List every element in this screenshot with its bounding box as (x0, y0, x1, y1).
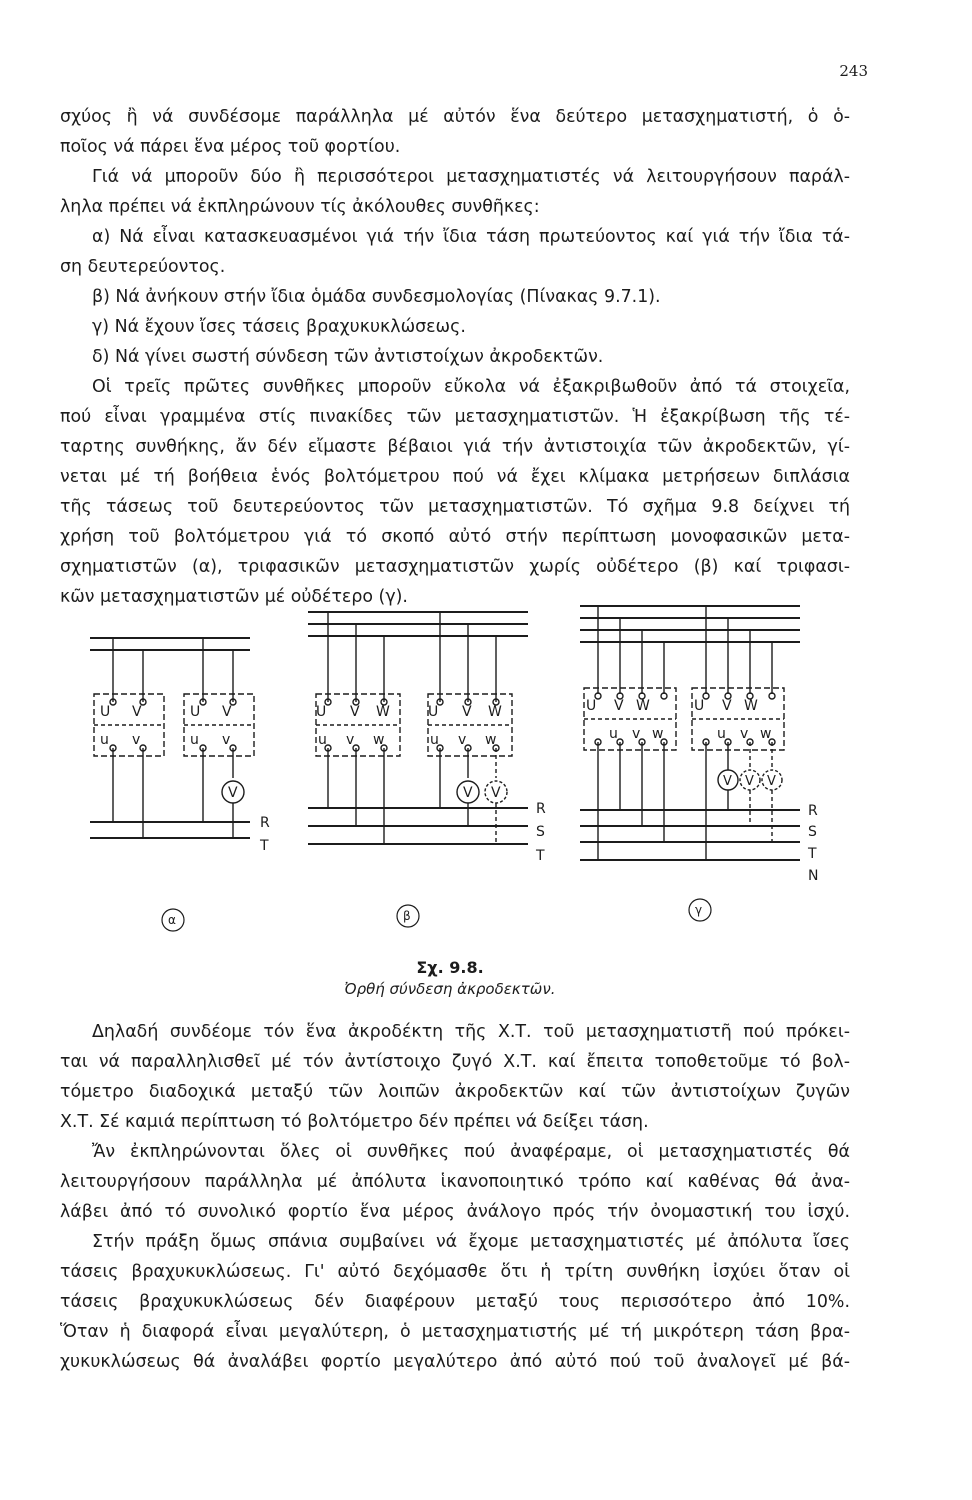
figure-9-8-diagram (80, 598, 840, 958)
figure-caption-subtitle: Ὀρθή σύνδεση ἀκροδεκτῶν. (344, 980, 556, 998)
hv-terminal-label: U (100, 704, 111, 720)
lv-terminal-label: u (717, 726, 726, 742)
lv-terminal-label: w (652, 726, 664, 742)
text-line: Στήν πράξη ὅμως σπάνια συμβαίνει νά ἔχομε μετασχηματιστές μέ ἀπόλυτα ἴσες (92, 1232, 850, 1252)
figure-label-a: α (168, 913, 176, 927)
text-line: Δηλαδή συνδέομε τόν ἕνα ἀκροδέκτη τῆς Χ.Τ. τοῦ μετασχηματιστῆ πού πρόκει- (92, 1022, 850, 1042)
hv-terminal-label: U (190, 704, 201, 720)
lv-terminal-label: w (485, 732, 497, 748)
text-line: ταρτης συνθήκης, ἄν δέν εἴμαστε βέβαιοι γιά τήν ἀντιστοιχία τῶν ἀκροδεκτῶν, γί- (60, 437, 850, 457)
voltmeter-symbol: V (723, 774, 732, 789)
bus-label-s: S (536, 824, 545, 840)
bus-label-t: T (260, 838, 269, 854)
text-line: Ἄν ἐκπληρώνονται ὅλες οἱ συνθῆκες πού ἀναφέραμε, οἱ μετασχηματιστές θά (92, 1142, 850, 1162)
lv-terminal-label: u (100, 732, 109, 748)
text-line: ληλα πρέπει νά ἐκπληρώνουν τίς ἀκόλουθες συνθῆκες: (60, 197, 540, 217)
lv-terminal-label: u (430, 732, 439, 748)
lv-terminal-label: v (132, 732, 141, 748)
hv-terminal-label: W (636, 698, 650, 714)
hv-terminal-label: U (428, 704, 439, 720)
figure-label-c: γ (695, 903, 703, 917)
bus-label-t: T (808, 846, 817, 862)
figure-label-b: β (403, 909, 411, 923)
text-line: λάβει ἀπό τό συνολικό φορτίο ἕνα μέρος ἀνάλογο πρός τήν ὀνομαστική του ἰσχύ. (60, 1202, 850, 1222)
text-line: τῆς τάσεως τοῦ δευτερεύοντος τῶν μετασχηματιστῶν. Τό σχῆμα 9.8 δείχνει τή (60, 497, 850, 517)
body-text-bottom (60, 1017, 850, 1377)
text-line: Γιά νά μποροῦν δύο ἢ περισσότεροι μετασχηματιστές νά λειτουργήσουν παράλ- (92, 167, 850, 187)
hv-terminal-label: V (350, 704, 360, 720)
text-line: τάσεις βραχυκυκλώσεως δέν διαφέρουν μεταξύ τους περισσότερο ἀπό 10%. (60, 1292, 850, 1312)
text-line: ποῖος νά πάρει ἕνα μέρος τοῦ φορτίου. (60, 137, 401, 157)
hv-terminal-label: W (744, 698, 758, 714)
text-line: Οἱ τρεῖς πρῶτες συνθῆκες μποροῦν εὔκολα νά ἐξακριβωθοῦν ἀπό τά στοιχεῖα, (92, 377, 850, 397)
lv-terminal-label: v (222, 732, 231, 748)
lv-terminal-label: v (740, 726, 749, 742)
figure-caption-title: Σχ. 9.8. (416, 958, 484, 977)
text-line: Χ.Τ. Σέ καμιά περίπτωση τό βολτόμετρο δέν πρέπει νά δείξει τάση. (60, 1112, 649, 1132)
lv-terminal-label: u (318, 732, 327, 748)
text-line: χρήση τοῦ βολτόμετρου γιά τό σκοπό αὐτό στήν περίπτωση μονοφασικῶν μετα- (60, 527, 850, 547)
text-line: τάσεις βραχυκυκλώσεως. Γι' αὐτό δεχόμασθε ὅτι ἡ τρίτη συνθήκη ἰσχύει ὅταν οἱ (60, 1262, 850, 1282)
bus-label-r: R (260, 815, 270, 831)
lv-terminal-label: v (632, 726, 641, 742)
voltmeter-symbol: V (491, 785, 501, 801)
text-line: α) Νά εἶναι κατασκευασμένοι γιά τήν ἴδια τάση πρωτεύοντος καί γιά τήν ἴδια τά- (92, 227, 850, 247)
text-line: νεται μέ τή βοήθεια ἑνός βολτόμετρου πού νά ἔχει κλίμακα μετρήσεων διπλάσια (60, 467, 850, 487)
bus-label-r: R (536, 801, 546, 817)
text-line: β) Νά ἀνήκουν στήν ἴδια ὁμάδα συνδεσμολογίας (Πίνακας 9.7.1). (92, 287, 661, 307)
text-line: ται νά παραλληλισθεῖ μέ τόν ἀντίστοιχο ζυγό Χ.Τ. καί ἔπειτα τοποθετοῦμε τό βολ- (60, 1052, 850, 1072)
hv-terminal-label: V (614, 698, 624, 714)
lv-terminal-label: u (190, 732, 199, 748)
hv-terminal-label: U (694, 698, 705, 714)
bus-label-t: T (536, 848, 545, 864)
text-line: χυκυκλώσεως θά ἀναλάβει φορτίο μεγαλύτερο ἀπό αὐτό πού τοῦ ἀναλογεῖ μέ βά- (60, 1352, 850, 1372)
voltmeter-symbol: V (745, 774, 754, 789)
hv-terminal-label: V (722, 698, 732, 714)
body-text-top (60, 102, 850, 612)
hv-terminal-label: V (132, 704, 142, 720)
page-number: 243 (839, 62, 868, 80)
bus-label-s: S (808, 824, 817, 840)
text-line: πού εἶναι γραμμένα στίς πινακίδες τῶν μετασχηματιστῶν. Ἡ ἐξακρίβωση τῆς τέ- (60, 407, 850, 427)
text-line: δ) Νά γίνει σωστή σύνδεση τῶν ἀντιστοίχων ἀκροδεκτῶν. (92, 347, 604, 367)
text-line: σχηματιστῶν (α), τριφασικῶν μετασχηματιστῶν χωρίς οὐδέτερο (β) καί τριφασι- (60, 557, 850, 577)
hv-terminal-label: U (316, 704, 327, 720)
hv-terminal-label: U (586, 698, 597, 714)
diagram-b-three-phase (308, 612, 528, 844)
voltmeter-symbol: V (228, 785, 238, 801)
text-line: λειτουργήσουν παράλληλα μέ ἀπόλυτα ἱκανοποιητικό τρόπο καί καθένας θά ἀνα- (60, 1172, 850, 1192)
lv-terminal-label: u (609, 726, 618, 742)
lv-terminal-label: v (458, 732, 467, 748)
lv-terminal-label: w (760, 726, 772, 742)
lv-terminal-label: v (346, 732, 355, 748)
text-line: ση δευτερεύοντος. (60, 257, 226, 277)
text-line: σχύος ἢ νά συνδέσομε παράλληλα μέ αὐτόν ἕνα δεύτερο μετασχηματιστή, ὁ ὁ- (60, 107, 850, 127)
lv-terminal-label: w (373, 732, 385, 748)
hv-terminal-label: V (462, 704, 472, 720)
voltmeter-symbol: V (767, 774, 776, 789)
bus-label-n: N (808, 868, 819, 884)
hv-terminal-label: W (376, 704, 390, 720)
text-line: γ) Νά ἔχουν ἴσες τάσεις βραχυκυκλώσεως. (92, 317, 466, 337)
text-line: Ὅταν ἡ διαφορά εἶναι μεγαλύτερη, ὁ μετασχηματιστής μέ τή μικρότερη τάση βρα- (60, 1322, 850, 1342)
voltmeter-symbol: V (463, 785, 473, 801)
hv-terminal-label: W (488, 704, 502, 720)
bus-label-r: R (808, 803, 818, 819)
text-line: τόμετρο διαδοχικά μεταξύ τῶν λοιπῶν ἀκροδεκτῶν καί τῶν ἀντιστοίχων ζυγῶν (60, 1082, 850, 1102)
hv-terminal-label: V (222, 704, 232, 720)
text-line: κῶν μετασχηματιστῶν μέ οὐδέτερο (γ). (60, 587, 408, 607)
